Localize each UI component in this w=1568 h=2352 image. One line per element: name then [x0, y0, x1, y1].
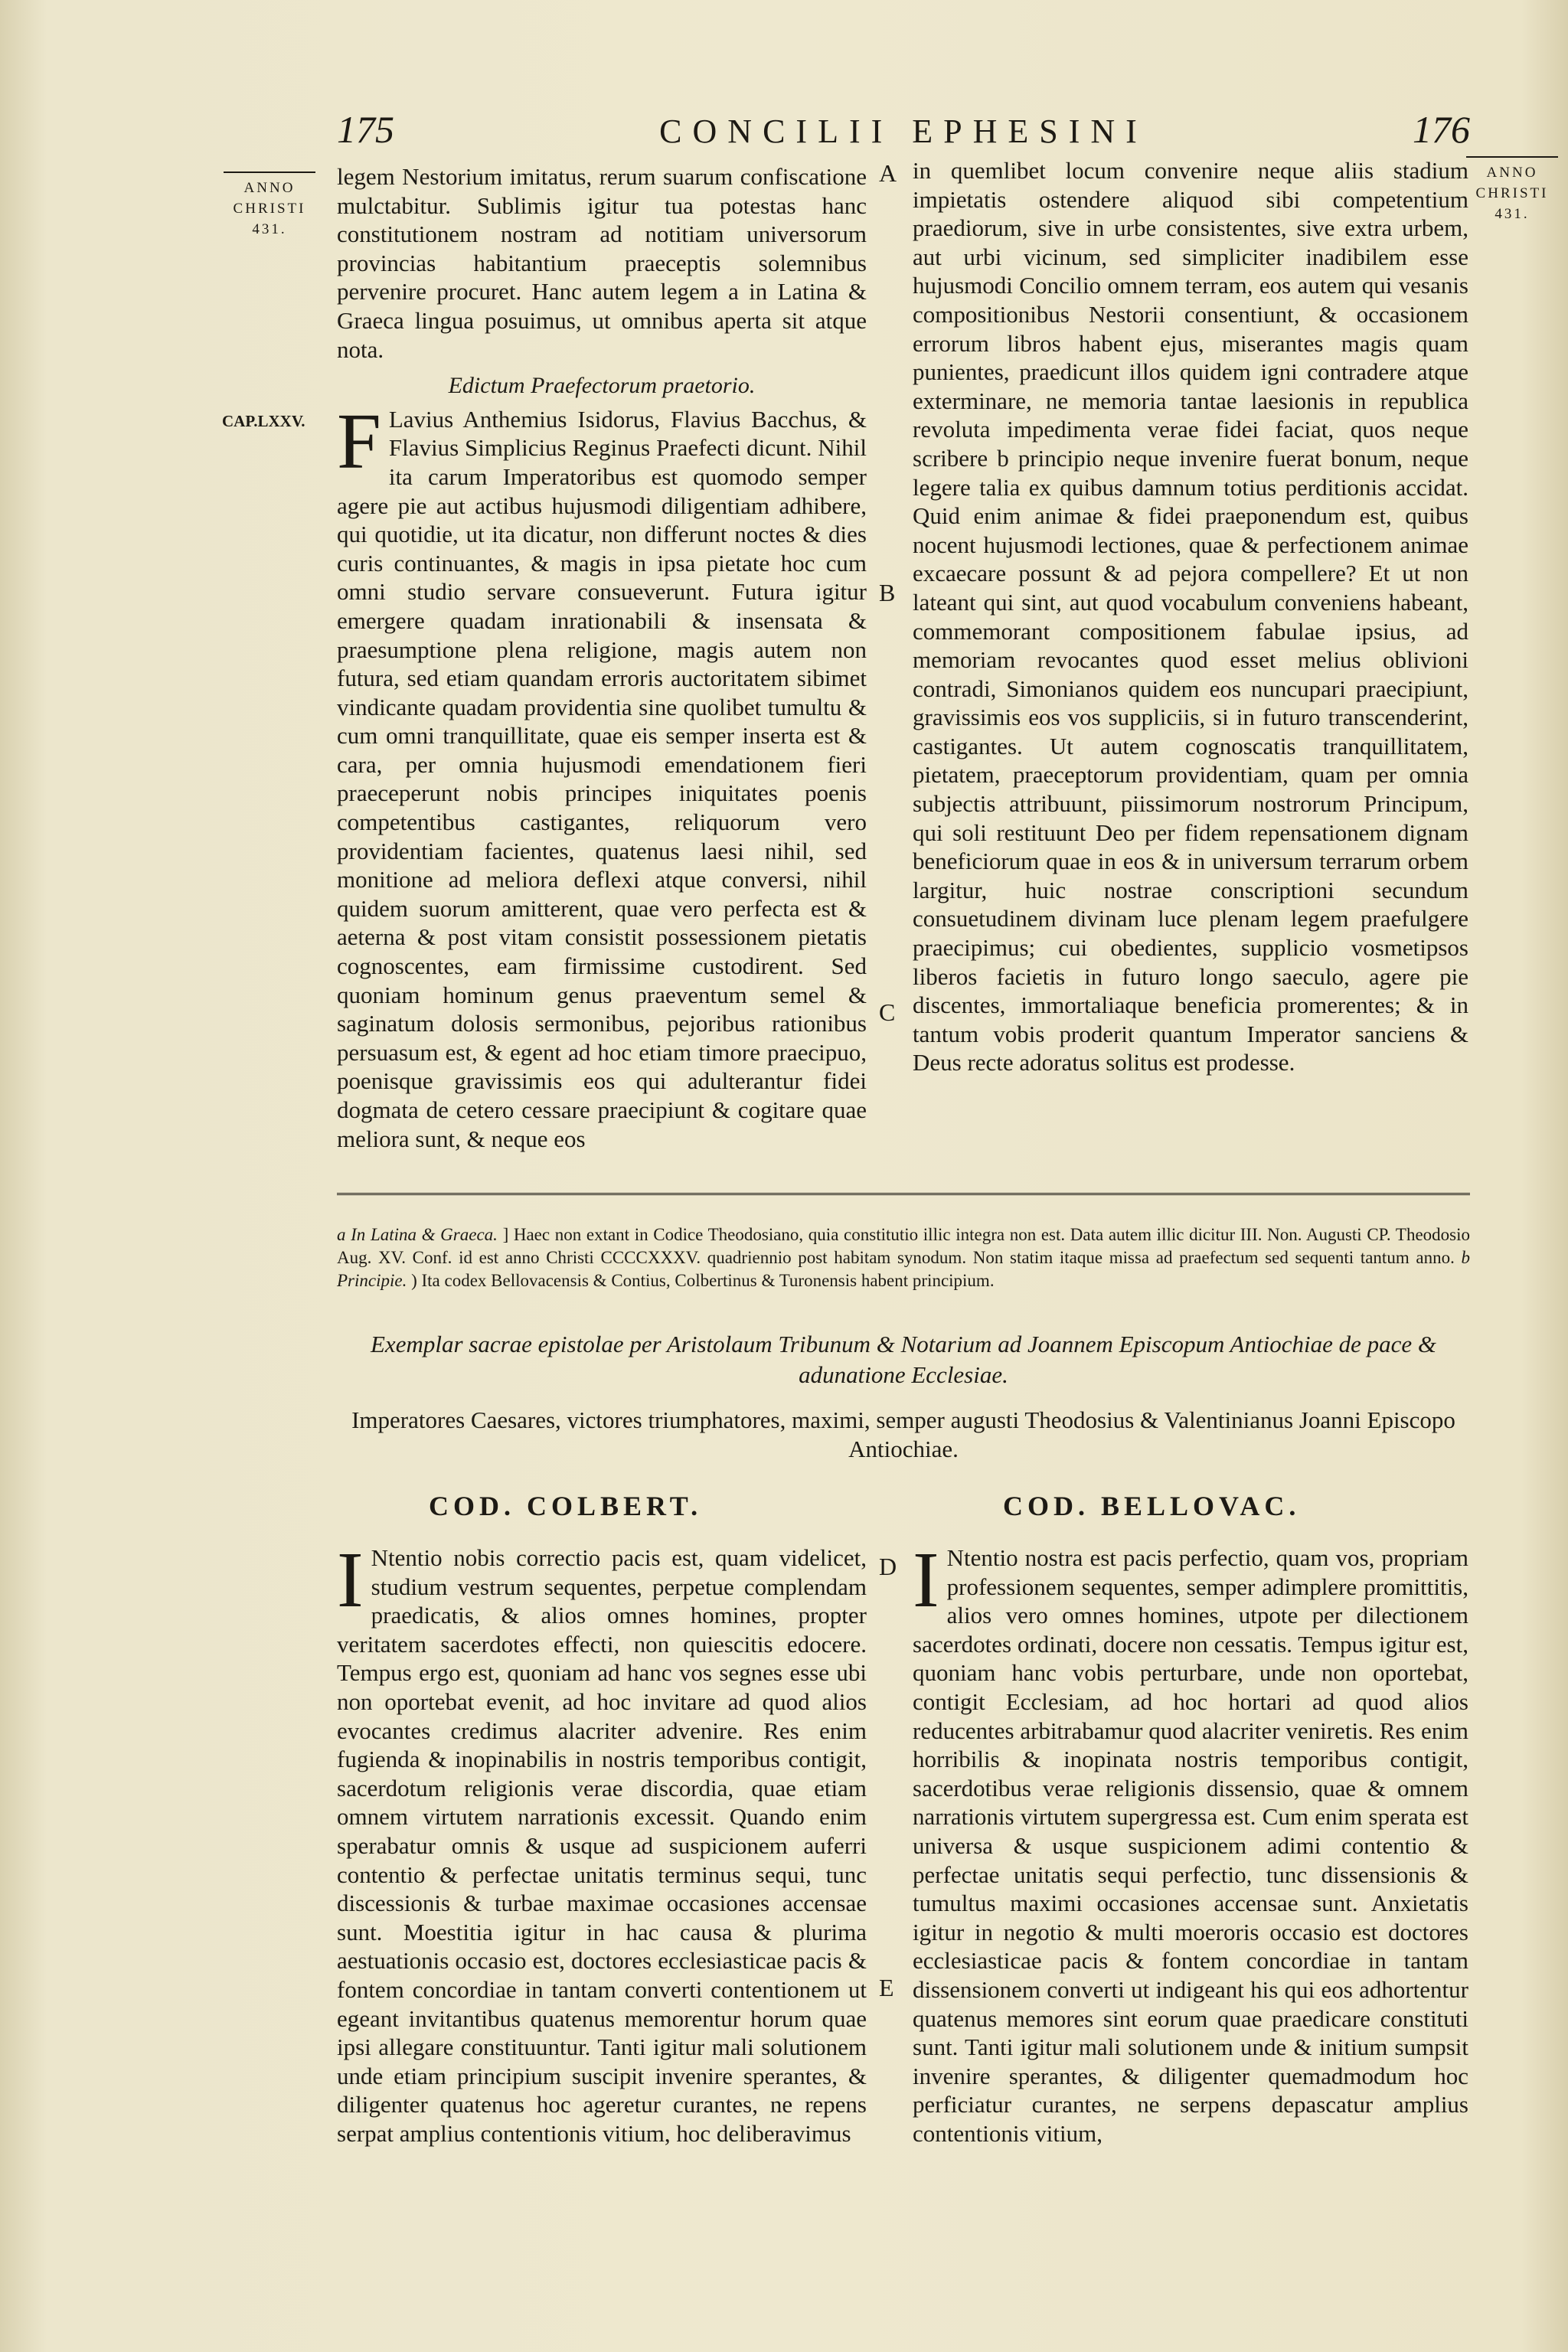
margin-year: 431. [1494, 206, 1530, 222]
bellovac-body: Ntentio nostra est pacis perfectio, quam vos, propriam professionem sequentes, semper adimplere promittitis, alios vero omnes homines, utpote per dilectionem sacerdotes ordinati, docere non cessatis. Tempus igitur est, quoniam hanc vobis perturbare, unde non oportebat, contigit Ecclesiam, ad hoc hortari ad quod alios reducentes arbitrabamur quod alacriter veniretis. Res enim horribilis & inopinata nostris temporibus contigit, sacerdotibus verae religionis dissensio, quae & omnem narrationis virtutem supergressa est. Cum enim sperata est universa & usque suspicionem adimi contentio & perfectae unitatis sequi perfectio, tunc dissensionis & tumultus maximi occasiones accensae sunt. Anxietatis igitur in negotio & multi moeroris occasio est doctores ecclesiasticae pacis & fontem concordiae in tantam dissensionem converti ut indigeant his qui eos adhortentur quatenus memores sint eorum quae praedicare constituti sunt. Tanti igitur mali solutionem unde & initium sumpsit invenire sperantes, & diligenter quemadmodum hoc perficiatur curantes, ne serpens depascatur amplius contentionis vitium, [913, 1544, 1468, 2147]
drop-cap: I [913, 1536, 939, 1624]
section-letter-a: A [879, 159, 897, 187]
left-column [337, 162, 867, 1153]
edict-continuation: in quemlibet locum convenire neque aliis stadium impietatis ostendere aliquod sibi competentium praediorum, sive in urbe consistentes, sive extra urbem, aut urbi vicinum, sed simpliciter inadibilem esse hujusmodi Concilio omnem terram, eos autem qui vesanis compositionibus Nestorii consentiunt, & occasionem errorum libros habent ejus, miserantes magis quam punientes, praedicunt illos quidem igni contradere atque exterminare, ne memoria tantae laesionis in republica revoluta impedimenta verae fidei faciat, quos neque scribere b principio neque invenire fuerat bonum, neque legere talia ex quibus damnum totius perditionis accidat. Quid enim animae & fidei praeponendum est, quibus nocent hujusmodi lectiones, quae & perfectionem animae excaecare possunt & ad pejora compellere? Et ut non lateant qui sint, aut quod vocabulum conveniens habeant, commemorant compositionem fabulae ipsius, ad memoriam revocantes quod esset melius oblivioni contradi, Simonianos quidem eos nuncupari praecipiunt, gravissimis eos vos suppliciis, si in futuro transcenderint, castigantes. Ut autem cognoscatis tranquillitatem, pietatem, praeceptorum providentiam, quam per omnia subjectis attribuunt, piissimorum nostrorum Principum, qui soli restituunt Deo per fidem repensationem dignam beneficiorum quae in eos & in universum terrarum orbem largitur, huic nostrae conscriptioni secundum consuetudinem divinam luce plenam legem praefulgere praecipimus; cui obedientes, supplicio vosmetipsos liberos facietis in futuro longo saeculo, agere pie discentes, immortaliaque beneficia promerentes; & in tantum vobis proderit quantum Imperator sanciens & Deus recte adoratus solitus est prodesse. [913, 157, 1468, 1076]
section-letter-d: D [879, 1553, 897, 1580]
margin-anno: ANNO [243, 180, 296, 196]
footnotes [337, 1223, 1470, 1292]
letter-title: Exemplar sacrae epistolae per Aristolaum Tribunum & Notarium ad Joannem Episcopum Antiochiae de pace & adunatione Ecclesiae. [371, 1331, 1436, 1388]
cod-bellovac-heading: COD. BELLOVAC. [1003, 1491, 1301, 1521]
margin-rule [224, 172, 315, 173]
page-number-left: 175 [337, 108, 394, 151]
page-header [337, 107, 1470, 153]
footnote-b-mark: b Principie. [337, 1248, 1470, 1290]
margin-christi: CHRISTI [233, 201, 306, 217]
bellovac-text [913, 1536, 1468, 2148]
edict-body: Lavius Anthemius Isidorus, Flavius Bacchus, & Flavius Simplicius Reginus Praefecti dicunt. Nihil ita carum Imperatoribus est quomodo semper agere pie aut actibus hujusmodi diligentiam adhibere, qui quotidie, ut ita dicatur, non differunt noctes & dies curis continuantes, & magis in ipsa pietate hoc cum omni studio servare consueverunt. Futura igitur emergere quadam inrationabili & insensata & praesumptione plena religione, magis autem non futura, sed etiam quandam erroris auctoritatem sibimet vindicante quadam providentia sine quolibet tumultu & cum omni tranquillitate, quae eis semper inserta est & cara, per omnia hujusmodi emendationem fieri praeceperunt nobis principes iniquitates poenis competentibus castigantes, reliquorum vero providentiam facientes, quatenus laesi nihil, sed monitione ad meliora deflexi atque conversi, nihil quidem suorum amitterent, quae vero perfecta est & aeterna & post vitam consistit possessionem pietatis cognoscentes, eam firmissime custodirent. Sed quoniam hominum genus praeventum semel & saginatum dolosis sermonibus, pejoribus rationibus persuasum est, & egent ad hoc etiam timore praecipuo, poenisque gravissimis eos qui adulterantur fidei dogmata de cetero cessare praecipiunt & cogitare quae meliora sunt, & neque eos [337, 405, 867, 1152]
footnote-a [337, 1223, 1470, 1292]
footnote-a-text: ] Haec non extant in Codice Theodosiano, quia constitutio illic integra non est. Data autem illic dicitur III. Non. Augusti CP. Theodosio Aug. XV. Conf. id est anno Christi CCCCXXXV. quadriennio post habitam synodum. Non statim itaque missa ad praefectum sed sequenti tantum anno. [337, 1225, 1470, 1267]
footnote-a-mark: a In Latina & Graeca. [337, 1225, 498, 1244]
right-column [913, 156, 1468, 1077]
margin-year: 431. [252, 221, 287, 237]
margin-rule [1466, 156, 1558, 158]
cod-colbert-heading: COD. COLBERT. [429, 1491, 703, 1521]
law-conclusion: legem Nestorium imitatus, rerum suarum confiscatione mulctabitur. Sublimis igitur tua potestas hanc constitutionem nostram ad notitiam universorum provincias habitantium praeceptis solemnibus pervenire procuret. Hanc autem legem a in Latina & Graeca lingua posuimus, ut omnibus aperta sit atque nota. [337, 163, 867, 363]
footnote-rule [337, 1193, 1470, 1195]
letter-salutation: Imperatores Caesares, victores triumphatores, maximi, semper augusti Theodosius & Valentinianus Joanni Episcopo Antiochiae. [351, 1406, 1455, 1462]
drop-cap: F [337, 397, 381, 485]
section-letter-e: E [879, 1974, 894, 2001]
edict-text [337, 397, 867, 1153]
section-letter-b: B [879, 579, 896, 606]
colbert-body: Ntentio nobis correctio pacis est, quam videlicet, studium vestrum sequentes, perpetue complendam praedicatis, & alios omnes homines, propter veritatem sacerdotes effecti, non quiescitis edocere. Tempus ergo est, quoniam ad hanc vos segnes esse ubi non oportebat evenit, ad hoc invitare ad quod alios evocantes credimus alacriter advenire. Res enim fugienda & inopinabilis in nostris temporibus contigit, sacerdotum religionis verae discordia, quae etiam omnem virtutem narrationis excessit. Quando enim sperabatur omnis & usque ad suspicionem auferri contentio & perfectae unitatis terminus sequi, tunc discessionis & turbae maximae occasiones accensae sunt. Moestitia igitur in hac causa & plurima aestuationis occasio est, doctores ecclesiasticae pacis & fontem concordiae in tantam converti contentionem ut egeant invitantibus quatenus memorentur horum quae ipsi allegare constituuntur. Tanti igitur mali solutionem unde etiam principium suscipit invenire sperantes, & diligenter quatenus hoc ageretur curantes, ne repens serpat amplius contentionis vitium, hoc deliberavimus [337, 1544, 867, 2147]
colbert-text [337, 1536, 867, 2148]
margin-year-left [216, 172, 323, 240]
margin-christi: CHRISTI [1475, 185, 1549, 201]
edict-heading: Edictum Praefectorum praetorio. [448, 373, 756, 399]
running-title: CONCILII EPHESINI [659, 113, 1148, 150]
margin-year-right [1462, 156, 1562, 224]
page-number-right: 176 [1413, 108, 1470, 151]
drop-cap: I [337, 1536, 364, 1624]
margin-anno: ANNO [1486, 165, 1538, 181]
section-letter-c: C [879, 998, 896, 1026]
footnote-b-text: ) Ita codex Bellovacensis & Contius, Colbertinus & Turonensis habent principium. [411, 1271, 995, 1290]
colbert-column [337, 1536, 867, 2148]
bellovac-column [913, 1536, 1468, 2148]
chapter-margin-note: CAP.LXXV. [222, 412, 305, 430]
